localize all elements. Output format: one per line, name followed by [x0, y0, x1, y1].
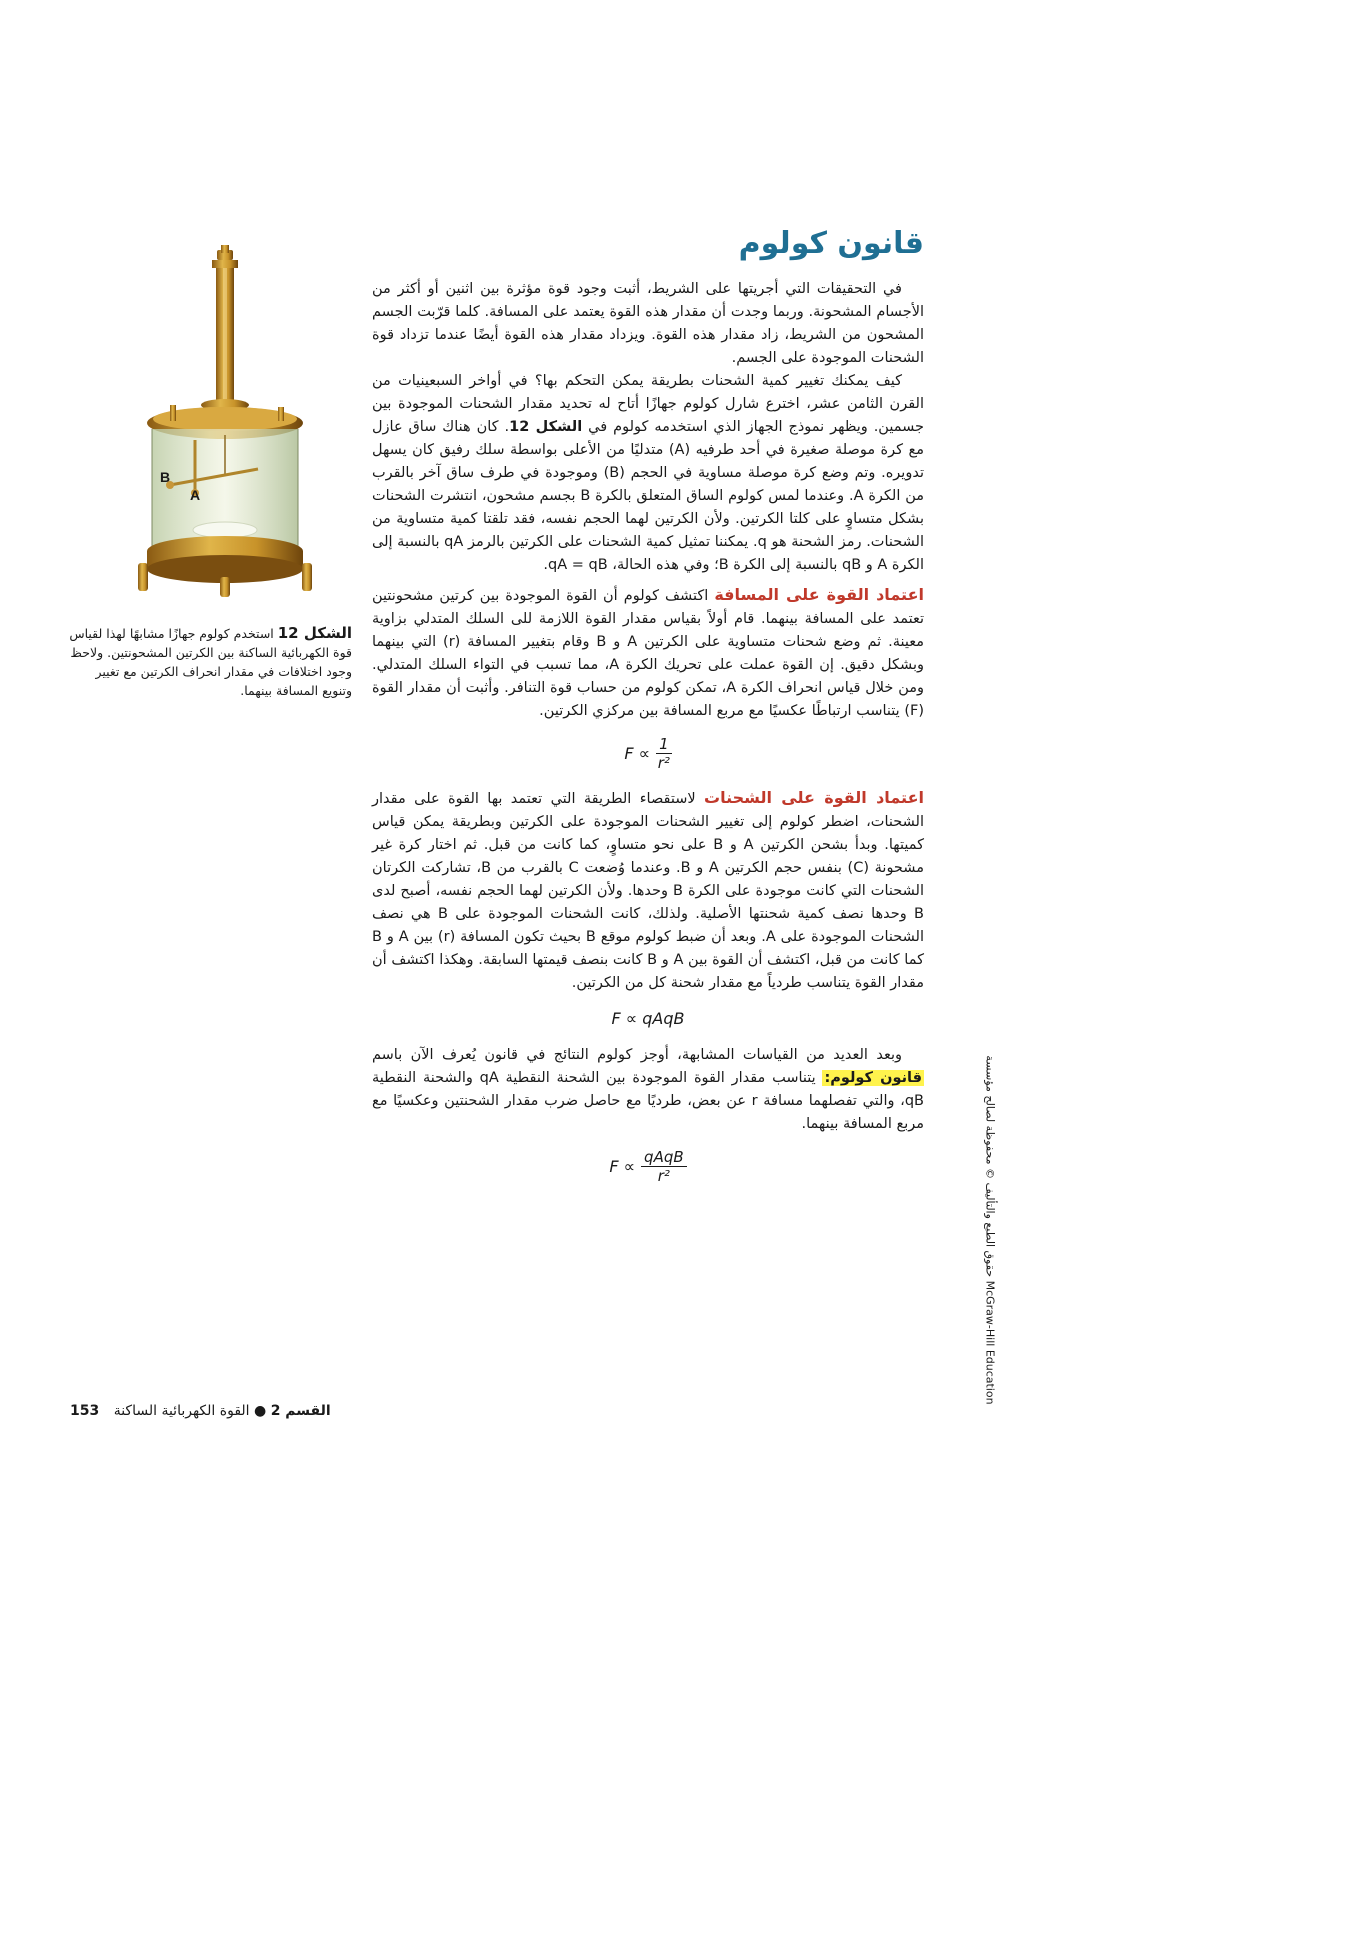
caption-text: استخدم كولوم جهازًا مشابهًا لهذا لقياس قوة الكهربائية الساكنة بين الكرتين المشحونتين. ولاحظ وجود اختلافات في مقدار انحراف الكرتين مع تغيير وتنويع المسافة بينهما. [69, 626, 352, 698]
figure-reference: الشكل 12 [509, 419, 583, 435]
article [372, 210, 924, 1199]
formula-distance-numerator: 1 [656, 735, 672, 754]
paragraph-distance [372, 583, 924, 723]
formula-coulomb-fraction [641, 1148, 687, 1185]
apparatus-text-b: . كان هناك ساق عازل مع كرة موصلة صغيرة في أحد طرفيه (A) متدليًا من الأعلى بواسطة سلك رفيق كان يسهل تدويره. وتم وضع كرة موصلة مساوية في الحجم (B) وموجودة في طرف ساق آخر بالقرب من الكرة A. وعندما لمس كولوم الساق المتعلق بالكرة B بجسم مشحون، انتشرت الشحنات بشكل متساوٍ على كلتا الكرتين. ولأن الكرتين لهما الحجم نفسه، فقد تلقتا كمية متساوية من الشحنات. رمز الشحنة هو q. يمكننا تمثيل كمية الشحنات على الكرتين بالرمز qA بالنسبة إلى الكرة A و qB بالنسبة إلى الكرة B؛ وفي هذه الحالة، qA = qB. [372, 419, 925, 573]
footer-section: القسم 2 [270, 1403, 331, 1419]
subhead-charges: اعتماد القوة على الشحنات [704, 788, 924, 807]
paragraph-intro: في التحقيقات التي أجريتها على الشريط، أثبت وجود قوة مؤثرة بين اثنين أو أكثر من الأجسام المشحونة. وربما وجدت أن مقدار هذه القوة يعتمد على المسافة. كلما قرّبت الجسم المشحون من الشريط، زاد مقدار هذه القوة. ويزداد مقدار هذه القوة أيضًا عندما تزداد قوة الشحنات الموجودة على الجسم. [372, 281, 924, 366]
label-b: B [160, 469, 171, 485]
formula-distance-lhs: F ∝ [624, 744, 651, 763]
page-title: قانون كولوم [738, 226, 924, 261]
footer-bullet: ● [254, 1403, 267, 1419]
formula-distance-fraction [656, 735, 672, 772]
copyright-text: حقوق الطبع والتأليف © محفوظة لصالح مؤسسة McGraw-Hill Education [983, 1055, 997, 1405]
figure-caption [62, 624, 352, 700]
subhead-distance: اعتماد القوة على المسافة [714, 585, 924, 604]
copyright-sidebar [978, 1040, 1002, 1420]
distance-text: اكتشف كولوم أن القوة الموجودة بين كرتين مشحونتين تعتمد على المسافة بينهما. قام أولاً بقياس مقدار القوة اللازمة للى السلك المتدلي بزاوية معينة. ثم وضع شحنات متساوية على الكرتين A و B وقام بتغيير المسافة (r) التي بينهما وبشكل دقيق. إن القوة عملت على تحريك الكرة A، مما تسبب في التواء السلك المتدلي. ومن خلال قياس انحراف الكرة A، تمكن كولوم من حساب قوة التنافر. وأثبت أن مقدار القوة (F) يتناسب ارتباطًا عكسيًا مع مربع المسافة بين مركزي الكرتين. [372, 588, 924, 719]
footer-chapter: القوة الكهربائية الساكنة [113, 1403, 250, 1419]
page-number: 153 [70, 1403, 100, 1419]
charges-text: لاستقصاء الطريقة التي تعتمد بها القوة على مقدار الشحنات، اضطر كولوم إلى تغيير الشحنات الموجودة على الكرتين وبطريقة يمكن قياس كميتها. وبدأ بشحن الكرتين A و B على نحو متساوٍ، كما كانت من قبل. ثم اختار كرة غير مشحونة (C) بنفس حجم الكرتين A و B. وعندما وُضعت C بالقرب من B، تشاركت الكرتان الشحنات التي كانت موجودة على الكرة B وحدها. ولأن الكرتين لهما الحجم نفسه، أصبح لدى B وحدها نصف كمية شحنتها الأصلية. ولذلك، كانت الشحنات الموجودة على B هي نصف الشحنات الموجودة على A. وبعد أن ضبط كولوم موقع B بحيث تكون المسافة (r) بين A و B كما كانت من قبل، اكتشف أن القوة بين A و B كانت بنصف قيمتها السابقة. وهكذا اكتشف أن مقدار القوة يتناسب طردياً مع مقدار شحنة كل من الكرتين. [372, 791, 924, 991]
formula-distance-denominator: r² [657, 754, 670, 772]
formula-coulomb-denominator: r² [657, 1167, 670, 1185]
formula-coulomb-numerator: qAqB [641, 1148, 687, 1167]
formula-coulomb-lhs: F ∝ [609, 1157, 636, 1176]
formula-charges: F ∝ qAqB [611, 1009, 685, 1028]
page-footer [70, 1403, 370, 1419]
paragraph-apparatus [372, 370, 924, 577]
highlighted-term: قانون كولوم: [824, 1070, 922, 1086]
law-text-a: وبعد العديد من القياسات المشابهة، أوجز كولوم النتائج في قانون يُعرف الآن باسم [372, 1047, 902, 1063]
formula-coulomb [372, 1148, 924, 1185]
paragraph-charges [372, 786, 924, 995]
torsion-balance-illustration [130, 245, 320, 600]
label-a: A [190, 487, 201, 503]
caption-label: الشكل 12 [277, 624, 352, 642]
law-text-b: يتناسب مقدار القوة الموجودة بين الشحنة النقطية qA والشحنة النقطية qB، والتي تفصلهما مسافة r عن بعض، طرديًا مع حاصل ضرب مقدار الشحنتين وعكسيًا مع مربع المسافة بينهما. [372, 1070, 924, 1132]
paragraph-law [372, 1044, 924, 1136]
formula-distance [372, 735, 924, 772]
apparatus-text-a: كيف يمكنك تغيير كمية الشحنات بطريقة يمكن التحكم بها؟ في أواخر السبعينيات من القرن الثامن عشر، اخترع شارل كولوم جهازًا أتاح له تحديد مقدار الشحنات الموجودة بين جسمين. ويظهر نموذج الجهاز الذي استخدمه كولوم في [372, 373, 925, 435]
torsion-balance-figure [130, 245, 320, 600]
